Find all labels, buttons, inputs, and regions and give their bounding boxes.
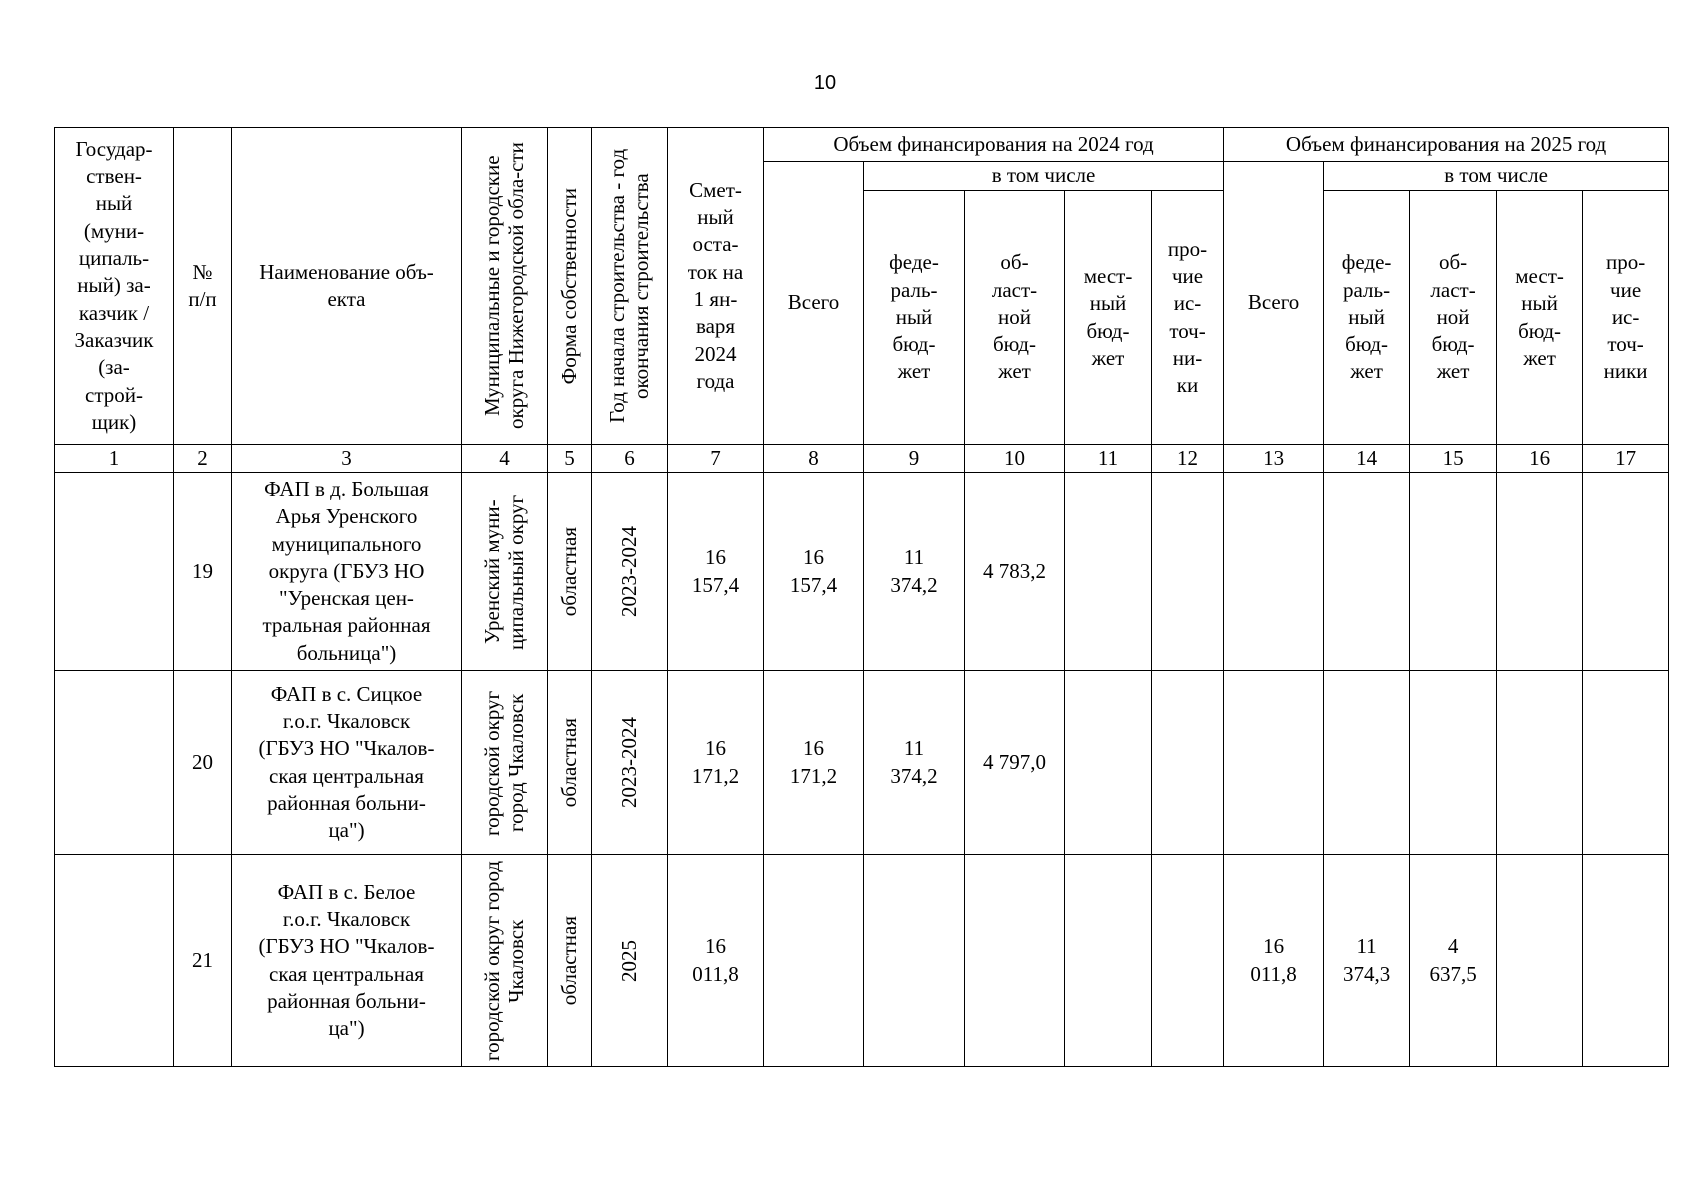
column-number: 4 (462, 445, 548, 473)
cell-total-2025 (1224, 473, 1324, 671)
cell-num: 20 (174, 671, 232, 855)
cell-ownership: областная (548, 473, 592, 671)
cell-local-2025 (1497, 855, 1583, 1067)
cell-federal-2025 (1324, 473, 1410, 671)
cell-local-2024 (1065, 473, 1152, 671)
header-municipality: Муниципальные и городские округа Нижегородской обла-сти (462, 128, 548, 445)
header-local-2025: мест- ный бюд- жет (1497, 191, 1583, 445)
header-funding-2025: Объем финансирования на 2025 год (1224, 128, 1669, 162)
header-other-2024: про- чие ис- точ- ни- ки (1152, 191, 1224, 445)
cell-municipality: городской округ город Чкаловск (462, 855, 548, 1067)
cell-total-2024: 16 171,2 (764, 671, 864, 855)
table-row (55, 473, 1669, 671)
cell-ownership: областная (548, 855, 592, 1067)
cell-municipality: Уренский муни-ципальный округ (462, 473, 548, 671)
cell-num: 21 (174, 855, 232, 1067)
column-numbers-row (55, 445, 1669, 473)
cell-regional-2025 (1410, 473, 1497, 671)
column-number: 14 (1324, 445, 1410, 473)
cell-regional-2025: 4 637,5 (1410, 855, 1497, 1067)
cell-federal-2025 (1324, 671, 1410, 855)
header-federal-2025: феде- раль- ный бюд- жет (1324, 191, 1410, 445)
column-number: 12 (1152, 445, 1224, 473)
header-estimate: Смет- ный оста- ток на 1 ян- варя 2024 года (668, 128, 764, 445)
header-object-name: Наименование объ- екта (232, 128, 462, 445)
column-number: 16 (1497, 445, 1583, 473)
column-number: 6 (592, 445, 668, 473)
cell-other-2024 (1152, 671, 1224, 855)
cell-years: 2025 (592, 855, 668, 1067)
column-number: 10 (965, 445, 1065, 473)
cell-num: 19 (174, 473, 232, 671)
cell-local-2024 (1065, 855, 1152, 1067)
header-years: Год начала строительства - год окончания строительства (592, 128, 668, 445)
header-including-2025: в том числе (1324, 162, 1669, 191)
cell-federal-2024: 11 374,2 (864, 473, 965, 671)
column-number: 11 (1065, 445, 1152, 473)
cell-years: 2023-2024 (592, 473, 668, 671)
header-other-2025: про- чие ис- точ- ники (1583, 191, 1669, 445)
header-total-2024: Всего (764, 162, 864, 445)
cell-estimate: 16 011,8 (668, 855, 764, 1067)
cell-local-2025 (1497, 473, 1583, 671)
header-federal-2024: феде- раль- ный бюд- жет (864, 191, 965, 445)
column-number: 1 (55, 445, 174, 473)
column-number: 15 (1410, 445, 1497, 473)
cell-federal-2025: 11 374,3 (1324, 855, 1410, 1067)
cell-other-2024 (1152, 855, 1224, 1067)
cell-object-name: ФАП в с. Сицкое г.о.г. Чкаловск (ГБУЗ НО "Чкалов- ская центральная районная больни- ца") (232, 671, 462, 855)
cell-other-2024 (1152, 473, 1224, 671)
cell-total-2025: 16 011,8 (1224, 855, 1324, 1067)
cell-customer (55, 855, 174, 1067)
header-regional-2025: об- ласт- ной бюд- жет (1410, 191, 1497, 445)
cell-other-2025 (1583, 671, 1669, 855)
column-number: 17 (1583, 445, 1669, 473)
header-regional-2024: об- ласт- ной бюд- жет (965, 191, 1065, 445)
funding-table (54, 127, 1669, 1067)
cell-years: 2023-2024 (592, 671, 668, 855)
cell-local-2025 (1497, 671, 1583, 855)
header-funding-2024: Объем финансирования на 2024 год (764, 128, 1224, 162)
table-row (55, 855, 1669, 1067)
header-customer: Государ- ствен- ный (муни- ципаль- ный) за- казчик / Заказчик (за- строй- щик) (55, 128, 174, 445)
column-number: 3 (232, 445, 462, 473)
cell-object-name: ФАП в д. Большая Арья Уренского муниципального округа (ГБУЗ НО "Уренская цен- тральная районная больница") (232, 473, 462, 671)
header-total-2025: Всего (1224, 162, 1324, 445)
cell-regional-2024: 4 797,0 (965, 671, 1065, 855)
cell-total-2025 (1224, 671, 1324, 855)
cell-object-name: ФАП в с. Белое г.о.г. Чкаловск (ГБУЗ НО "Чкалов- ская центральная районная больни- ца") (232, 855, 462, 1067)
table-row (55, 671, 1669, 855)
cell-customer (55, 671, 174, 855)
column-number: 5 (548, 445, 592, 473)
cell-federal-2024 (864, 855, 965, 1067)
column-number: 8 (764, 445, 864, 473)
column-number: 13 (1224, 445, 1324, 473)
cell-local-2024 (1065, 671, 1152, 855)
cell-customer (55, 473, 174, 671)
cell-other-2025 (1583, 855, 1669, 1067)
cell-ownership: областная (548, 671, 592, 855)
cell-regional-2025 (1410, 671, 1497, 855)
cell-estimate: 16 171,2 (668, 671, 764, 855)
page-number: 10 (813, 72, 837, 94)
column-number: 7 (668, 445, 764, 473)
cell-municipality: городской округ город Чкаловск (462, 671, 548, 855)
cell-federal-2024: 11 374,2 (864, 671, 965, 855)
cell-other-2025 (1583, 473, 1669, 671)
header-local-2024: мест- ный бюд- жет (1065, 191, 1152, 445)
cell-regional-2024: 4 783,2 (965, 473, 1065, 671)
header-num: № п/п (174, 128, 232, 445)
cell-total-2024 (764, 855, 864, 1067)
cell-total-2024: 16 157,4 (764, 473, 864, 671)
cell-regional-2024 (965, 855, 1065, 1067)
cell-estimate: 16 157,4 (668, 473, 764, 671)
column-number: 2 (174, 445, 232, 473)
header-ownership: Форма собственности (548, 128, 592, 445)
header-including-2024: в том числе (864, 162, 1224, 191)
column-number: 9 (864, 445, 965, 473)
